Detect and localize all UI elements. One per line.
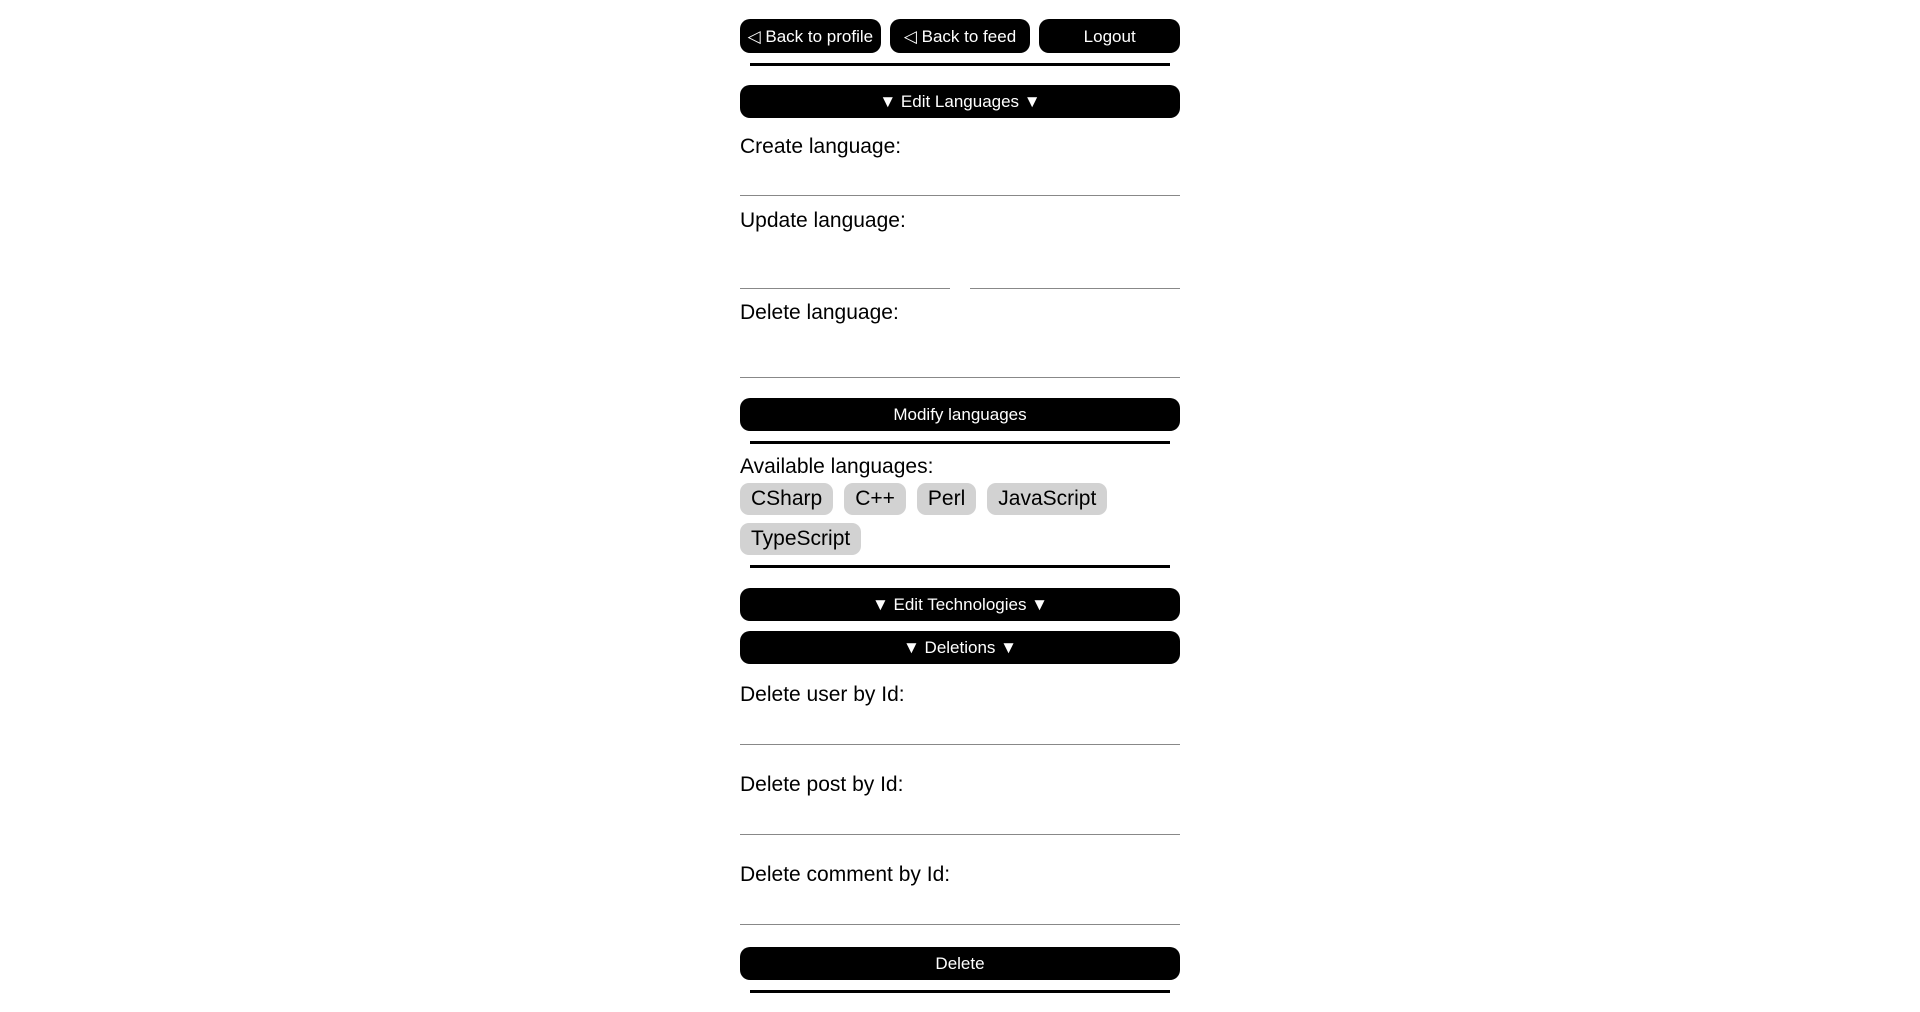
language-tag: CSharp	[740, 483, 833, 515]
modify-languages-button[interactable]: Modify languages	[740, 398, 1180, 431]
logout-button[interactable]: Logout	[1039, 19, 1180, 53]
create-language-input[interactable]	[740, 160, 1180, 196]
update-language-fields	[740, 253, 1180, 289]
divider	[750, 63, 1170, 66]
delete-comment-input[interactable]	[740, 889, 1180, 925]
update-language-old-name-input[interactable]	[740, 253, 950, 289]
back-to-feed-button[interactable]: ◁ Back to feed	[890, 19, 1031, 53]
divider	[750, 990, 1170, 993]
toolbar	[740, 19, 1180, 53]
edit-languages-toggle[interactable]: ▼ Edit Languages ▼	[740, 85, 1180, 118]
edit-technologies-toggle[interactable]: ▼ Edit Technologies ▼	[740, 588, 1180, 621]
update-language-new-name-input[interactable]	[970, 253, 1180, 289]
language-tag: TypeScript	[740, 523, 861, 555]
divider	[750, 441, 1170, 444]
delete-post-label: Delete post by Id:	[740, 773, 904, 796]
delete-user-label: Delete user by Id:	[740, 683, 905, 706]
language-tag: JavaScript	[987, 483, 1107, 515]
available-languages-label: Available languages:	[740, 455, 934, 478]
language-tag: C++	[844, 483, 906, 515]
delete-button[interactable]: Delete	[740, 947, 1180, 980]
delete-post-input[interactable]	[740, 799, 1180, 835]
delete-comment-label: Delete comment by Id:	[740, 863, 951, 886]
back-to-profile-button[interactable]: ◁ Back to profile	[740, 19, 881, 53]
delete-user-input[interactable]	[740, 709, 1180, 745]
available-languages-list	[740, 483, 1180, 555]
update-language-label: Update language:	[740, 209, 906, 232]
create-language-label: Create language:	[740, 135, 902, 158]
admin-panel	[740, 0, 1180, 993]
language-tag: Perl	[917, 483, 976, 515]
divider	[750, 565, 1170, 568]
delete-language-label: Delete language:	[740, 301, 899, 324]
deletions-toggle[interactable]: ▼ Deletions ▼	[740, 631, 1180, 664]
delete-language-input[interactable]	[740, 342, 1180, 378]
